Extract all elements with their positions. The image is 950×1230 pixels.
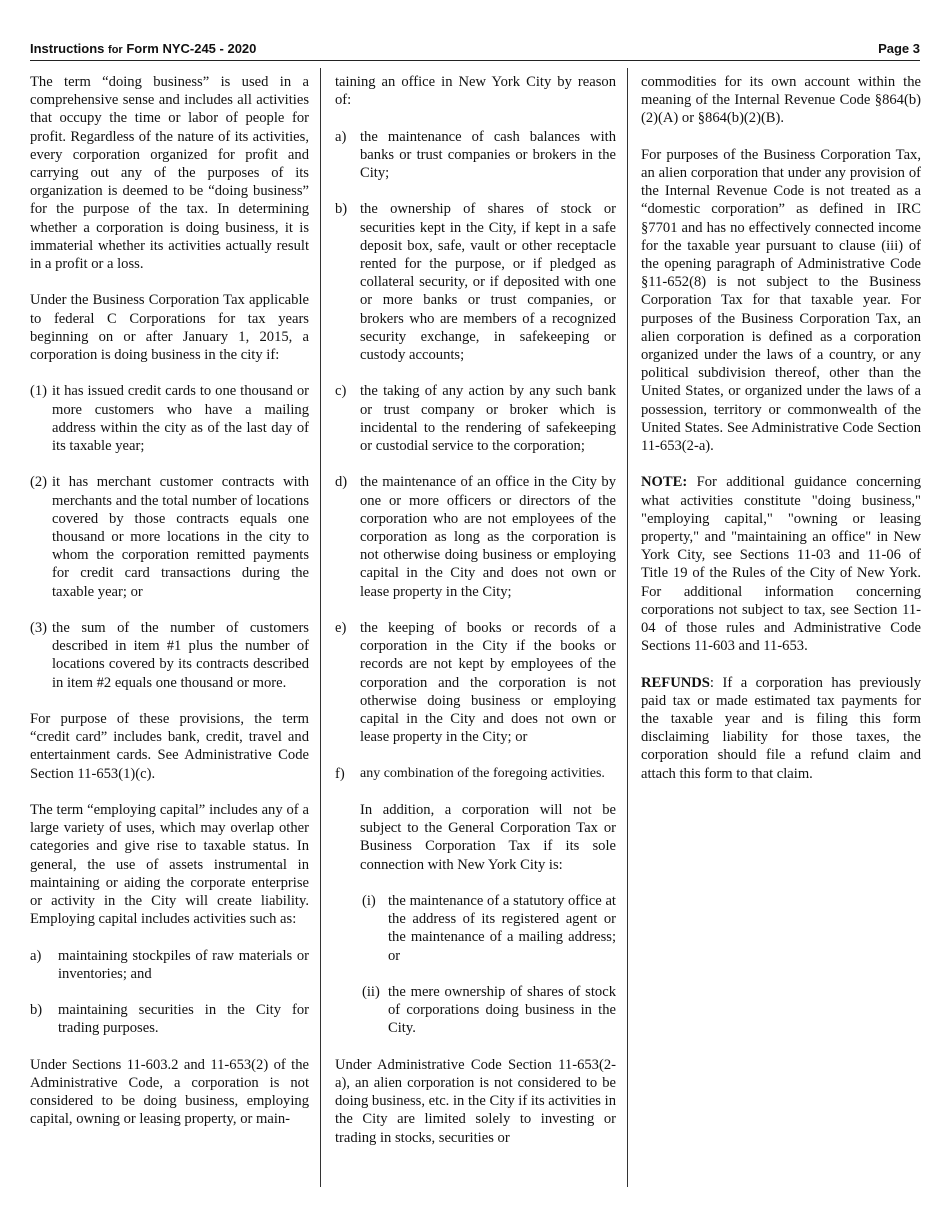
doing-business-definition: The term “doing business” is used in a comprehensive sense and includes all activities that occupy the time or labor of people for profit. Regardless of the nature of its activities, every corporation organized for profit and carrying out any of the purposes of its organization is deemed to be “doing business” for the purpose of the tax. In determining whether a corporation is doing business, it is immaterial whether its activities actually result in a profit or a loss. <box>30 74 309 273</box>
form-title: Instructions for Form NYC-245 - 2020 <box>30 41 257 56</box>
list-item: (2) it has merchant customer contracts with merchants and the total number of locations covered by those contracts equals one thousand or more locations in the city to whom the corporation remitted payments for credit card transactions during the taxable year; or <box>30 474 309 600</box>
exclusions-continued: taining an office in New York City by reason of: <box>335 74 616 109</box>
list-item: (i) the maintenance of a statutory office at the address of its registered agent or the maintenance of a mailing address; or <box>362 893 616 964</box>
list-item: d) the maintenance of an office in the City by one or more officers or directors of the corporation who are not employees of the corporation as long as the corporation is not otherwise doing business or employing capital in the City and does not own or lease property in the City; <box>335 474 616 600</box>
irc-reference: commodities for its own account within the meaning of the Internal Revenue Code §864(b)(2)(A) or §864(b)(2)(B). <box>641 74 921 127</box>
list-item: e) the keeping of books or records of a corporation in the City if the books or records are not kept by employees of the corporation and the corporation is not otherwise doing business or employing capital in the City and does not own or lease property in the City; or <box>335 620 616 746</box>
credit-card-definition: For purpose of these provisions, the term “credit card” includes bank, credit, travel and entertainment cards. See Administrative Code Section 11-653(1)(c). <box>30 711 309 782</box>
list-item: b) maintaining securities in the City for trading purposes. <box>30 1002 309 1037</box>
list-item: c) the taking of any action by any such bank or trust company or broker which is incidental to the rendering of safekeeping or custodial service to the corporation; <box>335 383 616 455</box>
refunds-paragraph: REFUNDS: If a corporation has previously paid tax or made estimated tax payments for the taxable year and is filing this form disclaiming liability for those taxes, the corporation should file a refund claim and attach this form to that claim. <box>641 674 921 782</box>
alien-corporation-section: Under Administrative Code Section 11-653(2-a), an alien corporation is not considered to be doing business, etc. in the City if its activities in the City are limited solely to investing or trading in stocks, securities or <box>335 1056 616 1146</box>
employing-capital-definition: The term “employing capital” includes any of a large variety of uses, which may overlap other categories and give rise to taxable status. In general, the use of assets instrumental in maintaining or aiding the corporate enterprise or activity in the City will create liability. Employing capital includes activities such as: <box>30 802 309 928</box>
alien-corporation-definition: For purposes of the Business Corporation Tax, an alien corporation that under any provision of the Internal Revenue Code is not treated as a “domestic corporation” as defined in IRC §7701 and has no effectively connected income for the taxable year pursuant to clause (iii) of the opening paragraph of Administrative Code §11-652(8) is not subject to the Business Corporation Tax for that taxable year. For purposes of the Business Corporation Tax, an alien corporation is defined as a corporation organized under the laws of a country, or any political subdivision thereof, other than the United States, or organized under the laws of a possession, territory or commonwealth of the United States. See Administrative Code Section 11-653(2-a). <box>641 146 921 455</box>
note-paragraph: NOTE: For additional guidance concerning what activities constitute "doing business," "employing capital," "owning or leasing property," and "maintaining an office" in New York City, see Sections 11-03 and 11-06 of Title 19 of the Rules of the City of New York. For additional information concerning corporations not subject to tax, see Section 11-04 of those rules and Administrative Code Sections 11-603 and 11-653. <box>641 474 921 655</box>
header-divider <box>30 60 920 61</box>
column-2 <box>335 73 616 1147</box>
page-number: Page 3 <box>878 41 920 56</box>
list-item: a) the maintenance of cash balances with banks or trust companies or brokers in the City; <box>335 128 616 181</box>
admin-code-exclusions-intro: Under Sections 11-603.2 and 11-653(2) of the Administrative Code, a corporation is not considered to be doing business, employing capital, owning or leasing property, or main- <box>30 1056 309 1128</box>
column-divider-1 <box>320 68 321 1187</box>
page-header <box>30 41 920 59</box>
business-corporation-tax-intro: Under the Business Corporation Tax applicable to federal C Corporations for tax years beginning on or after January 1, 2015, a corporation is doing business in the city if: <box>30 292 309 364</box>
column-1 <box>30 73 309 1129</box>
note-label: NOTE: <box>641 474 688 491</box>
list-item: (1) it has issued credit cards to one thousand or more customers who have a mailing address within the city as of the last day of its taxable year; <box>30 383 309 455</box>
list-item: b) the ownership of shares of stock or securities kept in the City, if kept in a safe deposit box, safe, vault or other receptacle rented for the purpose, or if pledged as collateral security, or if deposited with one or more banks or trust companies, or brokers who are members of a recognized security exchange, in safekeeping or custody accounts; <box>335 201 616 364</box>
list-item: a) maintaining stockpiles of raw materials or inventories; and <box>30 947 309 982</box>
sole-connection-intro: In addition, a corporation will not be subject to the General Corporation Tax or Business Corporation Tax if its sole connection with New York City is: <box>360 802 616 873</box>
column-3 <box>641 73 921 783</box>
list-item: (ii) the mere ownership of shares of stock of corporations doing business in the City. <box>362 984 616 1037</box>
column-divider-2 <box>627 68 628 1187</box>
list-item: (3) the sum of the number of customers described in item #1 plus the number of locations covered by its contracts described in item #2 equals one thousand or more. <box>30 620 309 691</box>
list-item: f) any combination of the foregoing activities. <box>335 765 605 782</box>
refunds-label: REFUNDS <box>641 674 710 691</box>
